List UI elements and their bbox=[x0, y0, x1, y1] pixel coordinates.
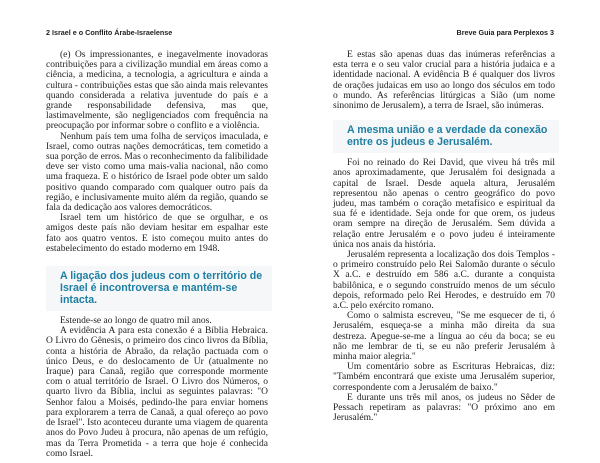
paragraph: Como o salmista escreveu, "Se me esquecer de ti, ó Jerusalém, esqueça-se a minha mão direita da sua destreza. Apegue-se-me a língua ao céu da boca; se eu não me lembrar de ti, se eu não preferir Jerusalém à minha maior alegria." bbox=[333, 311, 555, 363]
paragraph: E estas são apenas duas das inúmeras referências a esta terra e o seu valor crucial para a história judaica e a identidade nacional. A evidência B é qualquer dos livros de orações judaicas em uso ao longo dos séculos em todo o mundo. As referências litúrgicas a Sião (um nome sinonimo de Jerusalem), a terra de Israel, são inúmeras. bbox=[333, 50, 555, 112]
paragraph: E durante uns três mil anos, os judeus no Sêder de Pessach repetiram as palavras: "O próximo ano em Jerusalém." bbox=[333, 392, 555, 424]
paragraph: Foi no reinado do Rei David, que viveu há três mil anos aproximadamente, que Jerusalém foi designada a capital de Israel. Desde aquela altura, Jerusalém representou não apenas o centro geográfico do povo judeu, mas também o coração metafísico e espiritual da sua fé e identidade. Seja onde for que orem, os judeus oram sempre na direção de Jerusalém. Sem dúvida a relação entre Jerusalém e o povo judeu é inteiramente única nos anais da história. bbox=[333, 158, 555, 250]
running-head: Breve Guia para Perplexos 3 bbox=[456, 28, 554, 37]
paragraph: Estende-se ao longo de quatro mil anos. bbox=[60, 316, 212, 327]
paragraph: Um comentário sobre as Escrituras Hebraicas, diz: "Também encontrará que existe uma Jerusalém superior, correspondente com a Jerusalém de baixo." bbox=[333, 362, 555, 393]
section-heading: A ligação dos judeus com o território de Israel é incontroversa e mantém-se intacta. bbox=[46, 266, 272, 311]
running-head: 2 Israel e o Conflito Árabe-Israelense bbox=[46, 28, 173, 37]
right-page bbox=[300, 0, 600, 463]
paragraph: Jerusalém representa a localização dos dois Templos - o primeiro construído pelo Rei Salomão durante o século X a.C. e destruído em 586 a.C. durante a conquista babilônica, e o segundo construído menos de um século depois, reformado pelo Rei Herodes, e destruído em 70 a.C. pelo exército romano. bbox=[333, 250, 555, 312]
body-text bbox=[333, 50, 555, 424]
paragraph: Israel tem um histórico de que se orgulhar, e os amigos deste país não deviam hesitar em espalhar este fato aos quatro ventos. E isto começou muito antes do estabelecimento do estado moderno em 1948. bbox=[46, 213, 268, 254]
body-text bbox=[46, 50, 268, 459]
paragraph: (e) Os impressionantes, e inegavelmente inovadoras contribuições para a civilização mundial em áreas como a ciência, a medicina, a tecnologia, a agricultura e ainda a cultura - contribuições estas que são ainda mais relevantes quando considerada a relativa juventude do país e a grande responsabilidade defensiva, mas que, lastimavelmente, são negligenciados com frequência na preocupação por informar sobre o conflito e a violência. bbox=[46, 50, 268, 132]
paragraph: A evidência A para esta conexão é a Bíblia Hebraica. O Livro do Gênesis, o primeiro dos cinco livros da Bíblia, conta a história de Abraão, da relação pactuada com o único Deus, e do deslocamento de Ur (atualmente no Iraque) para Canaã, região que corresponde mormente com o atual território de Israel. O Livro dos Números, o quarto livro da Bíblia, inclui as seguintes palavras: "O Senhor falou a Moisés, pedindo-lhe para enviar homens para explorarem a terra de Canaã, a qual ofereço ao povo de Israel". Isto aconteceu durante uma viagem de quarenta anos do Povo Judeu à procura, não apenas de um refúgio, mas da Terra Prometida - a terra que hoje é conhecida como Israel. bbox=[46, 326, 269, 459]
paragraph: Nenhum país tem uma folha de serviços imaculada, e Israel, como outras nações democráticas, tem cometido a sua porção de erros. Mas o reconhecimento da falibilidade deve ser visto como uma mais-valia nacional, não como uma fraqueza. E o histórico de Israel pode obter um saldo positivo quando comparado com qualquer outro país da região, e inclusivamente muito além da região, quando se fala da dedicação aos valores democráticos. bbox=[46, 131, 268, 214]
section-heading: A mesma união e a verdade da conexão entre os judeus e Jerusalém. bbox=[333, 120, 559, 153]
